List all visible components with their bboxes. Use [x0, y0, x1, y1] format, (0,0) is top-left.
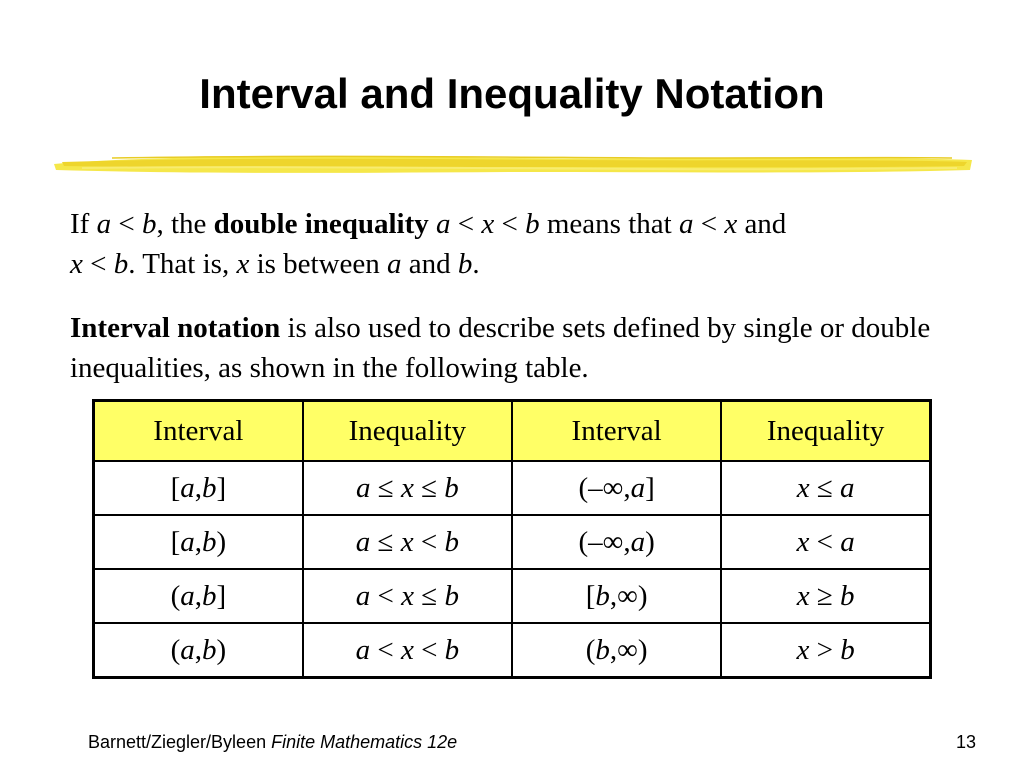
- table-header-row: [94, 401, 931, 462]
- interval-notation-term: Interval notation: [70, 312, 281, 344]
- table-cell: [a,b]: [94, 461, 303, 515]
- table-header-cell: Interval: [512, 401, 721, 462]
- table-cell: (a,b): [94, 623, 303, 678]
- table-row: [94, 569, 931, 623]
- table-cell: [a,b): [94, 515, 303, 569]
- table-cell: a ≤ x ≤ b: [303, 461, 512, 515]
- footer-authors: Barnett/Ziegler/Byleen: [88, 732, 272, 752]
- table-cell: (b,∞): [512, 623, 721, 678]
- table-cell: x ≤ a: [721, 461, 930, 515]
- table-cell: (–∞,a): [512, 515, 721, 569]
- double-inequality-definition: If a < b, the double inequality a < x < b means that a < x and x < b. That is, x is between a and b.: [70, 208, 787, 280]
- table-cell: (a,b]: [94, 569, 303, 623]
- table-header-cell: Inequality: [303, 401, 512, 462]
- slide-title: Interval and Inequality Notation: [199, 70, 825, 117]
- table-row: [94, 461, 931, 515]
- table-cell: x > b: [721, 623, 930, 678]
- table-row: [94, 623, 931, 678]
- table-row: [94, 515, 931, 569]
- table-header-cell: Interval: [94, 401, 303, 462]
- table-cell: (–∞,a]: [512, 461, 721, 515]
- table-cell: a ≤ x < b: [303, 515, 512, 569]
- interval-inequality-table: [92, 399, 932, 679]
- table-header-cell: Inequality: [721, 401, 930, 462]
- interval-notation-description: Interval notation is also used to describe sets defined by single or double inequalities, as shown in the following table.: [70, 312, 931, 384]
- table-cell: a < x < b: [303, 623, 512, 678]
- table-cell: x < a: [721, 515, 930, 569]
- footer-citation: [88, 732, 457, 753]
- footer-book-title: Finite Mathematics 12e: [271, 732, 458, 752]
- table-cell: x ≥ b: [721, 569, 930, 623]
- table-cell: a < x ≤ b: [303, 569, 512, 623]
- table-cell: [b,∞): [512, 569, 721, 623]
- highlighter-stroke-decoration: [52, 146, 974, 182]
- page-number: 13: [955, 732, 976, 752]
